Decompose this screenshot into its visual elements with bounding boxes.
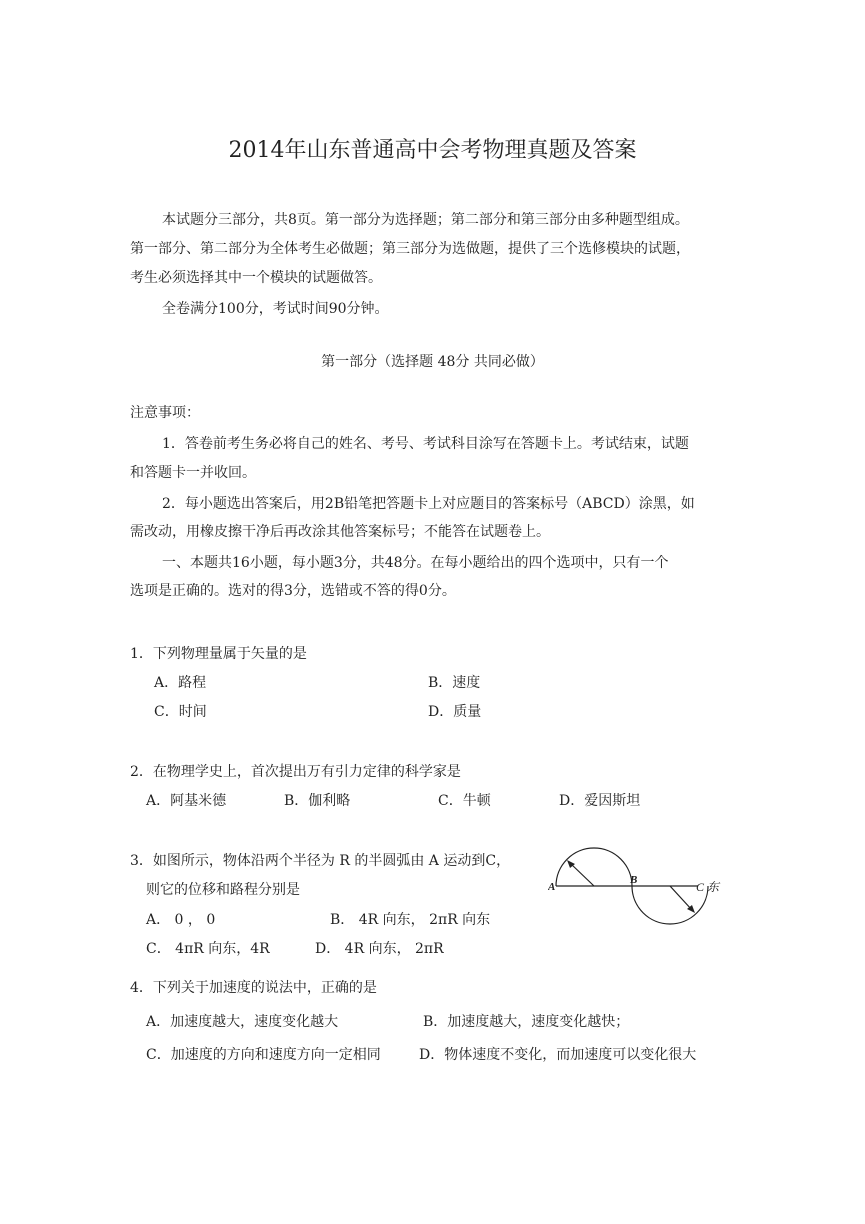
- semicircle-diagram-svg: [548, 846, 728, 928]
- intro-line-2: 第一部分、第二部分为全体考生必做题；第三部分为选做题，提供了三个选修模块的试题，: [130, 241, 690, 257]
- question-3-option-a: A． 0 ， 0: [146, 912, 216, 928]
- lower-radius: [670, 886, 692, 910]
- question-3-option-d: D． 4R 向东， 2πR: [315, 941, 444, 957]
- question-2-option-b: B．伽利略: [284, 793, 351, 809]
- intro-line-4: 全卷满分100分，考试时间90分钟。: [162, 301, 389, 317]
- question-3-stem: 3．如图所示，物体沿两个半径为 R 的半圆弧由 A 运动到C，: [130, 853, 511, 869]
- question-3-stem-2: 则它的位移和路程分别是: [146, 882, 300, 898]
- question-4-option-c: C．加速度的方向和速度方向一定相同: [146, 1047, 381, 1063]
- page-title: 2014年山东普通高中会考物理真题及答案: [228, 138, 637, 163]
- label-b: B: [630, 874, 638, 886]
- label-c-east: C 东: [696, 880, 720, 894]
- notice-line-6: 选项是正确的。选对的得3分，选错或不答的得0分。: [130, 583, 456, 599]
- notice-line-2: 和答题卡一并收回。: [130, 465, 256, 481]
- notice-heading: 注意事项：: [130, 405, 200, 421]
- question-2-option-a: A．阿基米德: [146, 793, 227, 809]
- intro-line-3: 考生必须选择其中一个模块的试题做答。: [130, 270, 382, 286]
- question-2-option-d: D．爱因斯坦: [559, 793, 641, 809]
- question-1-option-d: D．质量: [428, 704, 482, 720]
- question-3-option-b: B． 4R 向东， 2πR 向东: [330, 912, 491, 928]
- question-4-option-a: A．加速度越大，速度变化越大: [146, 1014, 339, 1030]
- section-title: 第一部分（选择题 48分 共同必做）: [321, 354, 544, 370]
- notice-line-5: 一、本题共16小题，每小题3分，共48分。在每小题给出的四个选项中，只有一个: [162, 555, 669, 571]
- semicircle-path-diagram: [548, 846, 728, 928]
- question-4-option-d: D．物体速度不变化，而加速度可以变化很大: [419, 1047, 697, 1063]
- upper-arc: [556, 848, 632, 886]
- question-2-option-c: C．牛顿: [438, 793, 491, 809]
- question-1-stem: 1．下列物理量属于矢量的是: [130, 646, 307, 662]
- notice-line-1: 1．答卷前考生务必将自己的姓名、考号、考试科目涂写在答题卡上。考试结束，试题: [162, 436, 689, 452]
- question-4-stem: 4．下列关于加速度的说法中，正确的是: [130, 980, 377, 996]
- notice-line-3: 2．每小题选出答案后，用2B铅笔把答题卡上对应题目的答案标号（ABCD）涂黑，如: [162, 496, 695, 512]
- intro-line-1: 本试题分三部分，共8页。第一部分为选择题；第二部分和第三部分由多种题型组成。: [162, 212, 689, 228]
- question-1-option-c: C．时间: [154, 704, 207, 720]
- question-1-option-b: B．速度: [428, 675, 481, 691]
- question-2-stem: 2．在物理学史上，首次提出万有引力定律的科学家是: [130, 764, 461, 780]
- notice-line-4: 需改动，用橡皮擦干净后再改涂其他答案标号；不能答在试题卷上。: [130, 524, 550, 540]
- upper-radius: [570, 863, 594, 886]
- question-4-option-b: B．加速度越大，速度变化越快；: [423, 1014, 630, 1030]
- label-a: A: [548, 881, 556, 893]
- question-3-option-c: C． 4πR 向东，4R: [146, 941, 270, 957]
- question-1-option-a: A．路程: [154, 675, 207, 691]
